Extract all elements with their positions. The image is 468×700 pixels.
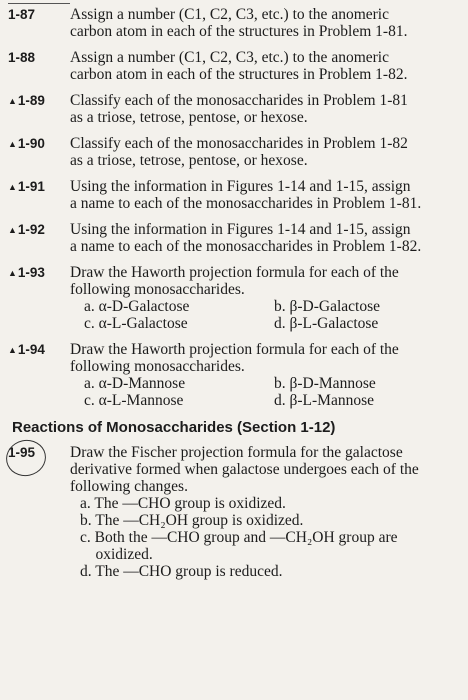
difficulty-marker-icon: ▲ bbox=[8, 268, 17, 278]
problem-number bbox=[8, 178, 70, 196]
problem-item bbox=[8, 178, 458, 212]
problem-text bbox=[70, 135, 458, 169]
problem-line: Draw the Haworth projection formula for each of the bbox=[70, 264, 399, 281]
sub-items bbox=[84, 298, 468, 332]
sub-item: b. β-D-Mannose bbox=[274, 375, 376, 392]
problem-text bbox=[70, 49, 458, 83]
problem-line: Draw the Fischer projection formula for the galactose bbox=[70, 444, 403, 461]
problem-number bbox=[8, 49, 70, 66]
sub-item: b. The —CH₂OH group is oxidized. bbox=[80, 512, 304, 529]
problem-line: following monosaccharides. bbox=[70, 281, 245, 298]
problem-number-text: 1-91 bbox=[17, 179, 45, 194]
problem-item bbox=[8, 444, 458, 580]
problem-line: Draw the Haworth projection formula for each of the bbox=[70, 341, 399, 358]
problem-line: derivative formed when galactose undergoes each of the bbox=[70, 461, 419, 478]
sub-item: d. The —CHO group is reduced. bbox=[80, 563, 283, 580]
problem-number bbox=[8, 444, 70, 461]
problem-line: Assign a number (C1, C2, C3, etc.) to the anomeric bbox=[70, 49, 389, 66]
sub-item: d. β-L-Galactose bbox=[274, 315, 379, 332]
problem-text bbox=[70, 221, 458, 255]
problem-list bbox=[8, 6, 458, 409]
difficulty-marker-icon: ▲ bbox=[8, 96, 17, 106]
problem-number-text: 1-92 bbox=[17, 222, 45, 237]
problem-text bbox=[70, 92, 458, 126]
hand-drawn-circle-icon bbox=[3, 436, 50, 480]
problem-line: Using the information in Figures 1-14 and 1-15, assign bbox=[70, 178, 411, 195]
problem-line: Assign a number (C1, C2, C3, etc.) to the anomeric bbox=[70, 6, 389, 23]
problem-text bbox=[70, 264, 468, 332]
problem-line: carbon atom in each of the structures in Problem 1-82. bbox=[70, 66, 408, 83]
problem-number bbox=[8, 135, 70, 153]
problem-number bbox=[8, 6, 70, 23]
sub-item: b. β-D-Galactose bbox=[274, 298, 381, 315]
sub-item: a. α-D-Galactose bbox=[84, 298, 190, 315]
problem-number bbox=[8, 341, 70, 359]
problem-line: Using the information in Figures 1-14 and 1-15, assign bbox=[70, 221, 411, 238]
problem-item bbox=[8, 49, 458, 83]
problem-item bbox=[8, 6, 458, 40]
problem-text bbox=[70, 178, 458, 212]
sub-item: d. β-L-Mannose bbox=[274, 392, 375, 409]
problem-line: a name to each of the monosaccharides in Problem 1-82. bbox=[70, 238, 422, 255]
problem-text bbox=[70, 341, 468, 409]
difficulty-marker-icon: ▲ bbox=[8, 182, 17, 192]
section-heading: Reactions of Monosaccharides (Section 1-12) bbox=[12, 419, 336, 436]
problem-number-text: 1-87 bbox=[8, 7, 36, 22]
sub-item: a. The —CHO group is oxidized. bbox=[80, 495, 286, 512]
problem-line: as a triose, tetrose, pentose, or hexose. bbox=[70, 152, 308, 169]
difficulty-marker-icon: ▲ bbox=[8, 225, 17, 235]
problem-number-text: 1-90 bbox=[17, 136, 45, 151]
problem-item bbox=[8, 221, 458, 255]
difficulty-marker-icon: ▲ bbox=[8, 139, 17, 149]
problem-text bbox=[70, 6, 458, 40]
sub-item: c. α-L-Mannose bbox=[84, 392, 184, 409]
problem-line: a name to each of the monosaccharides in Problem 1-81. bbox=[70, 195, 422, 212]
problem-number-text: 1-89 bbox=[17, 93, 45, 108]
problem-number bbox=[8, 221, 70, 239]
problem-item bbox=[8, 135, 458, 169]
problem-number-text: 1-93 bbox=[17, 265, 45, 280]
problem-number bbox=[8, 264, 70, 282]
sub-items bbox=[80, 495, 458, 580]
sub-item: c. α-L-Galactose bbox=[84, 315, 188, 332]
sub-items bbox=[84, 375, 468, 409]
problem-number bbox=[8, 92, 70, 110]
problem-line: Classify each of the monosaccharides in Problem 1-81 bbox=[70, 92, 408, 109]
problem-line: following changes. bbox=[70, 478, 188, 495]
sub-item: a. α-D-Mannose bbox=[84, 375, 186, 392]
problem-item bbox=[8, 264, 458, 332]
problem-number-text: 1-88 bbox=[8, 50, 36, 65]
problem-item bbox=[8, 92, 458, 126]
problem-line: carbon atom in each of the structures in Problem 1-81. bbox=[70, 23, 408, 40]
sub-item: oxidized. bbox=[80, 546, 153, 563]
problem-line: Classify each of the monosaccharides in Problem 1-82 bbox=[70, 135, 408, 152]
problem-list-reactions bbox=[8, 444, 458, 580]
problem-text bbox=[70, 444, 458, 580]
problem-number-text: 1-94 bbox=[17, 342, 45, 357]
problem-number-text: 1-95 bbox=[8, 445, 36, 460]
problem-line: as a triose, tetrose, pentose, or hexose. bbox=[70, 109, 308, 126]
problem-line: following monosaccharides. bbox=[70, 358, 245, 375]
problem-item bbox=[8, 341, 458, 409]
difficulty-marker-icon: ▲ bbox=[8, 345, 17, 355]
sub-item: c. Both the —CHO group and —CH₂OH group are bbox=[80, 529, 398, 546]
